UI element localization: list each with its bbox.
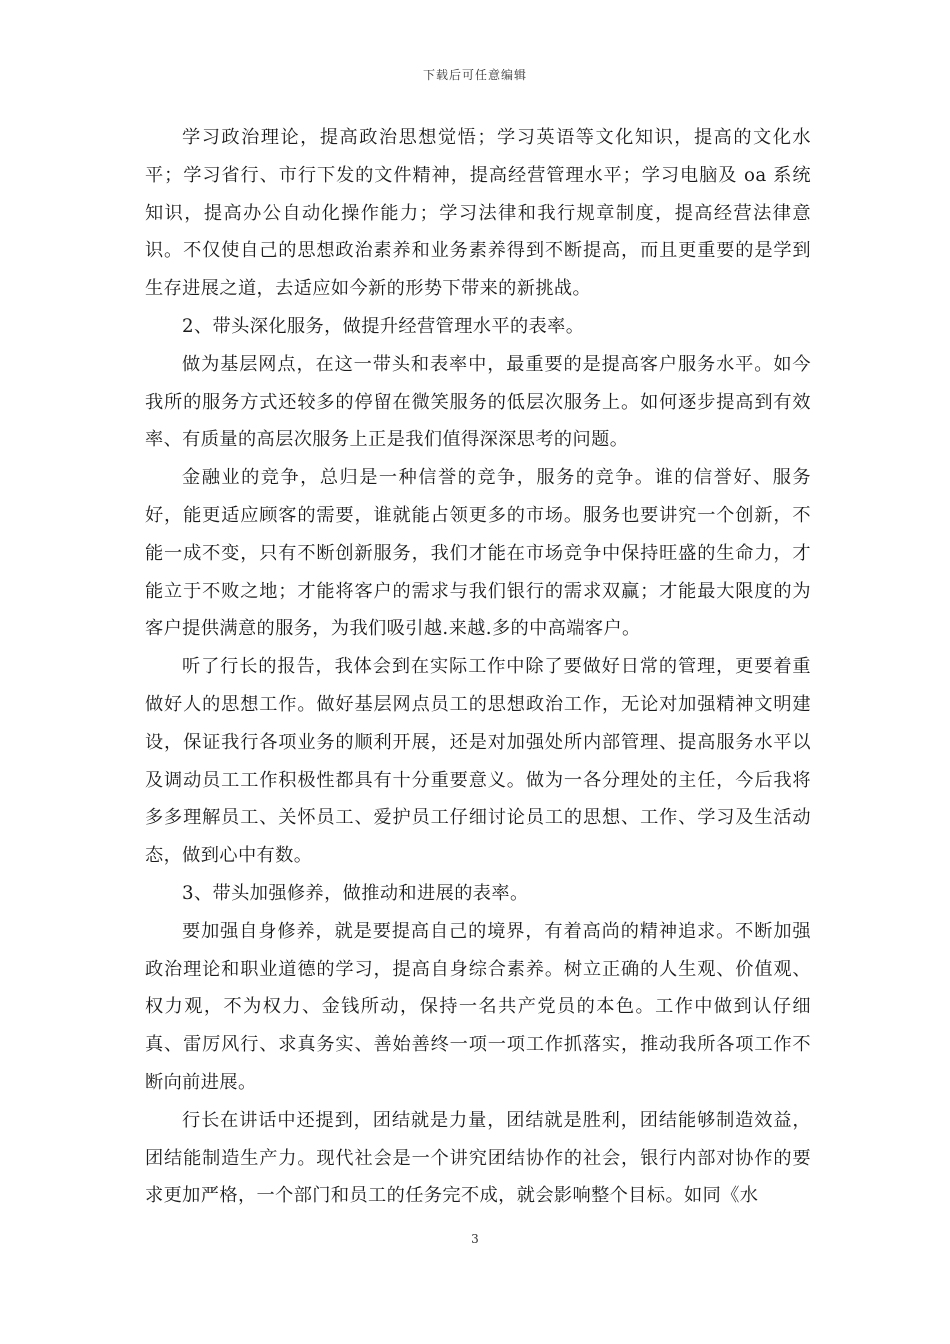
document-body bbox=[145, 119, 811, 1215]
paragraph-unity: 行长在讲话中还提到，团结就是力量，团结就是胜利，团结能够制造效益，团结能制造生产力。现代社会是一个讲究团结协作的社会，银行内部对协作的要求更加严格，一个部门和员工的任务完不成，就会影响整个目标。如同《水 bbox=[145, 1109, 811, 1207]
paragraph-study: 学习政治理论，提高政治思想觉悟；学习英语等文化知识，提高的文化水平；学习省行、市行下发的文件精神，提高经营管理水平；学习电脑及 oa 系统知识，提高办公自动化操作能力；学习法律和我行规章制度，提高经营法律意识。不仅使自己的思想政治素养和业务素养得到不断提高，而且更重要的是学到生存进展之道，去适应如今新的形势下带来的新挑战。 bbox=[145, 127, 811, 300]
page-header: 下载后可任意编辑 bbox=[422, 68, 527, 82]
heading-service: 2、带头深化服务，做提升经营管理水平的表率。 bbox=[182, 315, 585, 337]
paragraph-cultivation: 要加强自身修养，就是要提高自己的境界，有着高尚的精神追求。不断加强政治理论和职业道德的学习，提高自身综合素养。树立正确的人生观、价值观、权力观，不为权力、金钱所动，保持一名共产党员的本色。工作中做到认仔细真、雷厉风行、求真务实、善始善终一项一项工作抓落实，推动我所各项工作不断向前进展。 bbox=[145, 920, 811, 1093]
paragraph-competition: 金融业的竞争，总归是一种信誉的竞争，服务的竞争。谁的信誉好、服务好，能更适应顾客的需要，谁就能占领更多的市场。服务也要讲究一个创新，不能一成不变，只有不断创新服务，我们才能在市场竞争中保持旺盛的生命力，才能立于不败之地；才能将客户的需求与我们银行的需求双赢；才能最大限度的为客户提供满意的服务，为我们吸引越.来越.多的中高端客户。 bbox=[145, 467, 811, 640]
heading-self-cultivation: 3、带头加强修养，做推动和进展的表率。 bbox=[182, 882, 529, 904]
page-number: 3 bbox=[471, 1232, 479, 1246]
paragraph-grassroots-service: 做为基层网点，在这一带头和表率中，最重要的是提高客户服务水平。如今我所的服务方式还较多的停留在微笑服务的低层次服务上。如何逐步提高到有效率、有质量的高层次服务上正是我们值得深深思考的问题。 bbox=[145, 353, 811, 451]
paragraph-staff-work: 听了行长的报告，我体会到在实际工作中除了要做好日常的管理，更要着重做好人的思想工作。做好基层网点员工的思想政治工作，无论对加强精神文明建设，保证我行各项业务的顺利开展，还是对加强处所内部管理、提高服务水平以及调动员工工作积极性都具有十分重要意义。做为一各分理处的主任，今后我将多多理解员工、关怀员工、爱护员工仔细讨论员工的思想、工作、学习及生活动态，做到心中有数。 bbox=[145, 656, 811, 867]
